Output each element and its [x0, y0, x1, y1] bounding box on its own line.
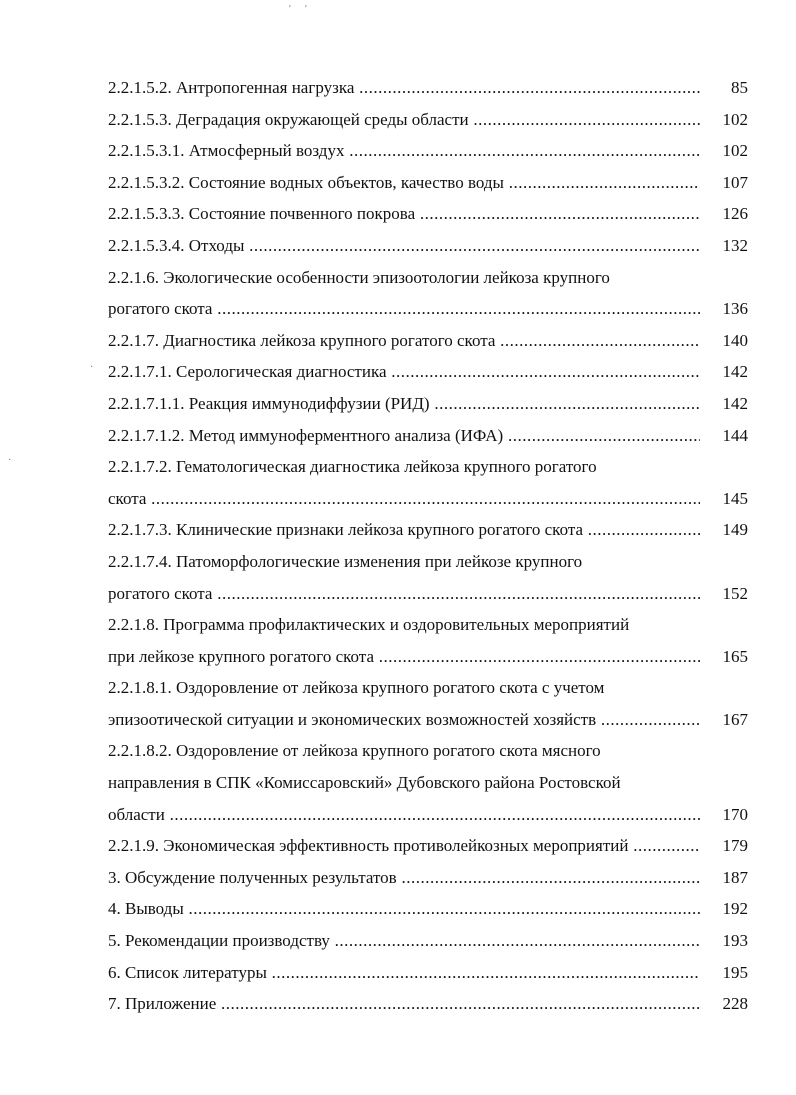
toc-line [108, 420, 748, 452]
scan-mark: · [90, 362, 94, 373]
toc-page-number: 193 [722, 931, 748, 951]
toc-entry-title: 2.2.1.7.4. Патоморфологические изменения при лейкозе крупного [108, 551, 583, 571]
toc-line [108, 262, 748, 294]
toc-page-number: 132 [722, 235, 748, 255]
toc-line [108, 451, 748, 483]
toc-page-number: 192 [722, 899, 748, 919]
toc-page-number: 149 [722, 520, 748, 540]
toc-page-number: 140 [722, 330, 748, 350]
toc-page-number: 144 [722, 425, 748, 445]
toc-entry-title: 2.2.1.7.1.1. Реакция иммунодиффузии (РИД) ..... [108, 388, 700, 420]
toc-line [108, 388, 748, 420]
toc-page-number: 142 [722, 362, 748, 382]
toc-line [108, 735, 748, 767]
toc-line [108, 167, 748, 199]
toc-page-number: 136 [722, 299, 748, 319]
toc-line [108, 104, 748, 136]
toc-page-number: 179 [722, 836, 748, 856]
toc-entry-title: 6. Список литературы ..... [108, 957, 700, 989]
toc-page-number: 165 [722, 646, 748, 666]
toc-entry-title: скота ..... [108, 483, 700, 515]
toc-page-number: 170 [722, 804, 748, 824]
toc-entry-title: эпизоотической ситуации и экономических возможностей хозяйств ..... [108, 704, 700, 736]
table-of-contents [108, 72, 748, 1020]
toc-entry-title: направления в СПК «Комиссаровский» Дубовского района Ростовской [108, 773, 621, 793]
toc-entry-title: 2.2.1.7.1.2. Метод иммуноферментного анализа (ИФА) ..... [108, 420, 700, 452]
toc-line [108, 767, 748, 799]
toc-line [108, 925, 748, 957]
toc-page-number: 167 [722, 709, 748, 729]
toc-page-number: 102 [722, 109, 748, 129]
toc-line [108, 893, 748, 925]
toc-entry-title: 2.2.1.7. Диагностика лейкоза крупного рогатого скота ..... [108, 325, 700, 357]
toc-line [108, 514, 748, 546]
toc-line [108, 546, 748, 578]
toc-entry-title: 2.2.1.5.3.3. Состояние почвенного покрова ..... [108, 198, 700, 230]
toc-page-number: 85 [731, 78, 748, 97]
toc-entry-title: 3. Обсуждение полученных результатов ..... [108, 862, 700, 894]
toc-entry-title: 2.2.1.8.1. Оздоровление от лейкоза крупного рогатого скота с учетом [108, 678, 605, 698]
toc-line [108, 957, 748, 989]
toc-line [108, 325, 748, 357]
toc-entry-title: 5. Рекомендации производству ..... [108, 925, 700, 957]
toc-entry-title: рогатого скота ..... [108, 578, 700, 610]
toc-entry-title: 2.2.1.5.3. Деградация окружающей среды области ..... [108, 104, 700, 136]
toc-line [108, 609, 748, 641]
toc-entry-title: 2.2.1.7.3. Клинические признаки лейкоза крупного рогатого скота ..... [108, 514, 700, 546]
toc-page-number: 187 [722, 867, 748, 887]
toc-entry-title: 4. Выводы ..... [108, 893, 700, 925]
toc-line [108, 198, 748, 230]
toc-line [108, 988, 748, 1020]
toc-entry-title: при лейкозе крупного рогатого скота ..... [108, 641, 700, 673]
toc-line [108, 704, 748, 736]
toc-line [108, 293, 748, 325]
toc-entry-title: 7. Приложение ..... [108, 988, 700, 1020]
toc-line [108, 862, 748, 894]
toc-entry-title: 2.2.1.5.3.1. Атмосферный воздух ..... [108, 135, 700, 167]
toc-entry-title: 2.2.1.7.2. Гематологическая диагностика лейкоза крупного рогатого [108, 457, 597, 477]
toc-entry-title: 2.2.1.5.3.2. Состояние водных объектов, качество воды ..... [108, 167, 700, 199]
toc-page-number: 142 [722, 393, 748, 413]
toc-entry-title: 2.2.1.8. Программа профилактических и оздоровительных мероприятий [108, 615, 630, 635]
toc-entry-title: 2.2.1.7.1. Серологическая диагностика ..... [108, 356, 700, 388]
toc-entry-title: области ..... [108, 799, 700, 831]
toc-entry-title: 2.2.1.5.3.4. Отходы ..... [108, 230, 700, 262]
toc-line [108, 483, 748, 515]
scan-mark: ' [305, 4, 307, 15]
toc-page-number: 152 [722, 583, 748, 603]
toc-entry-title: 2.2.1.6. Экологические особенности эпизоотологии лейкоза крупного [108, 267, 610, 287]
scan-mark: · [8, 455, 12, 466]
toc-entry-title: рогатого скота ..... [108, 293, 700, 325]
toc-line [108, 799, 748, 831]
toc-entry-title: 2.2.1.9. Экономическая эффективность противолейкозных мероприятий ..... [108, 830, 700, 862]
toc-entry-title: 2.2.1.8.2. Оздоровление от лейкоза крупного рогатого скота мясного [108, 741, 601, 761]
toc-line [108, 672, 748, 704]
toc-page-number: 107 [722, 172, 748, 192]
toc-line [108, 135, 748, 167]
toc-page-number: 126 [722, 204, 748, 224]
toc-line [108, 72, 748, 104]
toc-page-number: 145 [722, 488, 748, 508]
toc-entry-title: 2.2.1.5.2. Антропогенная нагрузка ..... [108, 72, 700, 104]
toc-line [108, 830, 748, 862]
toc-line [108, 578, 748, 610]
toc-line [108, 641, 748, 673]
toc-line [108, 230, 748, 262]
toc-line [108, 356, 748, 388]
toc-page-number: 228 [722, 994, 748, 1014]
scan-mark: ' [289, 4, 291, 15]
toc-page-number: 195 [722, 962, 748, 982]
toc-page-number: 102 [722, 141, 748, 161]
